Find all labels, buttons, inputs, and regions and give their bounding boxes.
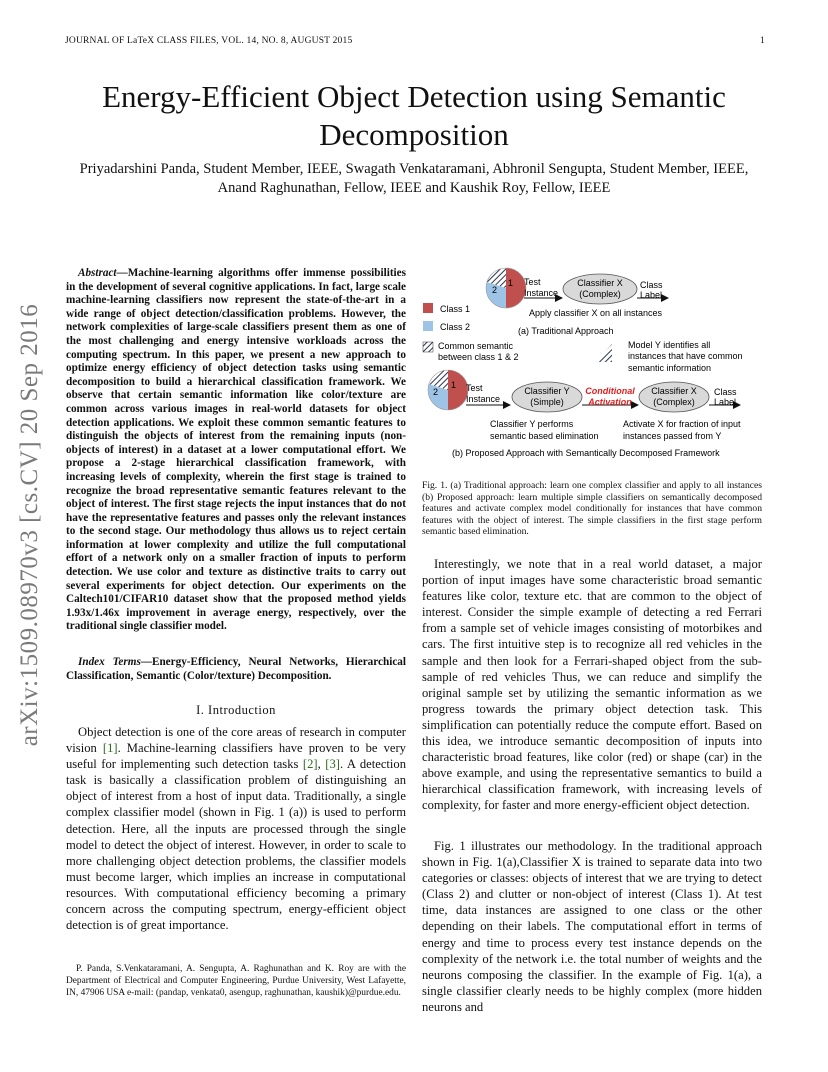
- intro-text-a: Object detection is one of the core areas of research in computer vision: [66, 725, 406, 756]
- model-y-1: Model Y identifies all: [628, 340, 711, 350]
- subcaption-b: (b) Proposed Approach with Semantically Decomposed Framework: [452, 448, 720, 458]
- abstract-label: Abstract: [78, 267, 117, 279]
- legend-common-2: between class 1 & 2: [438, 352, 519, 362]
- citation-1[interactable]: [1]: [102, 741, 118, 756]
- abstract: [66, 267, 406, 634]
- intro-text-d: . A detection task is basically a classification problem of distinguishing an object of interest from a host of input data. Traditionally, a single complex classifier model (shown in Fig. 1 (a)) is used to perform detection. Here, all the inputs are processed through the single model to detect the object of interest. However, in order to scale to more challenging object detection problems, the classifier models must become larger, which implies an increase in computational resources. With computational efficiency becoming a primary concern across the computing spectrum, energy-efficient object detection is of great importance.: [66, 757, 407, 933]
- class-label-a-1: Class: [640, 280, 663, 290]
- paragraph-semantic-features: Interestingly, we note that in a real world dataset, a major portion of input images have some characteristic broad semantic features like color, texture etc. that are common to the object of interest. Consider the simple example of detecting a red Ferrari from a sample set of vehicle images consisting of motorbikes and cars. The first intuitive step is to recognize all red vehicles in the sample and then look for a Ferrari-shaped object from the sub-sample of red vehicles Thus, we can reduce and simplify the original sample set by utilizing the semantic information as we progress towards the primary object detection task. This simplification can potentially reduce the compute effort. Based on this idea, we introduce semantic decomposition of inputs into characteristic broad features, like color (red) or shape (car) in the above example, and using the representative semantics to build a hierarchical classification framework, with increasing levels of complexity, for faster and more energy-efficient object detection.: [422, 557, 762, 813]
- classifier-x-a-sub: (Complex): [579, 289, 621, 299]
- num-2-a: 2: [492, 285, 498, 295]
- intro-paragraph: [66, 724, 406, 933]
- conditional-label-2: Activation: [588, 397, 632, 407]
- legend-common-1: Common semantic: [438, 341, 514, 351]
- intro-text-c: ,: [317, 757, 326, 772]
- circle-b: [428, 370, 468, 410]
- index-terms: [66, 656, 406, 683]
- section-heading-introduction: I. Introduction: [196, 703, 276, 717]
- legend-class2: Class 2: [440, 322, 471, 332]
- model-y-wedge: [596, 344, 612, 362]
- arxiv-watermark: arXiv:1509.08970v3 [cs.CV] 20 Sep 2016: [16, 303, 43, 747]
- journal-name: JOURNAL OF LaTeX CLASS FILES, VOL. 14, NO. 8, AUGUST 2015: [65, 36, 353, 46]
- paragraph-methodology: Fig. 1 illustrates our methodology. In the traditional approach shown in Fig. 1(a),Classifier X is trained to separate data into two categories or classes: objects of interest that we are trying to detect (Class 2) and clutter or non-object of interest (Class 1). At test time, data instances are assigned to one class or the other depending on their labels. The computational effort in terms of energy and time to process every test instance depends on the complexity of the network i.e. the total number of weights and the neurons composing the classifier. In the example of Fig. 1(a), a single classifier clearly needs to be highly complex (more hidden neurons and: [422, 839, 762, 1014]
- legend-common-swatch: [423, 342, 433, 352]
- class-label-b-2: Label: [714, 397, 737, 407]
- instance-label-b: Instance: [466, 394, 501, 404]
- legend-class1: Class 1: [440, 304, 471, 314]
- legend-class1-swatch: [423, 303, 433, 313]
- apply-all-text: Apply classifier X on all instances: [529, 308, 663, 318]
- classifier-x-b-sub: (Complex): [653, 397, 695, 407]
- y-performs-2: semantic based elimination: [490, 431, 599, 441]
- running-header: [65, 36, 765, 46]
- circle-a: [486, 268, 526, 308]
- num-1-a: 1: [508, 278, 514, 288]
- conditional-label-1: Conditional: [585, 386, 635, 396]
- classifier-y-label: Classifier Y: [524, 386, 570, 396]
- page-number: 1: [760, 36, 765, 46]
- figure-1: [418, 260, 768, 470]
- index-terms-text: —Energy-Efficiency, Neural Networks, Hierarchical Classification, Semantic (Color/texture) Decomposition.: [66, 656, 406, 682]
- activate-x-2: instances passed from Y: [623, 431, 722, 441]
- num-2-b: 2: [433, 387, 439, 397]
- test-label-b: Test: [466, 383, 483, 393]
- legend-class2-swatch: [423, 321, 433, 331]
- index-terms-label: Index Terms: [78, 656, 141, 668]
- y-performs-1: Classifier Y performs: [490, 419, 574, 429]
- classifier-x-b-label: Classifier X: [651, 386, 697, 396]
- figure-1-caption: Fig. 1. (a) Traditional approach: learn one complex classifier and apply to all instances (b) Proposed approach: learn multiple simple classifiers on semantically decomposed features and activate complex model conditionally for instances that have common features with the object of interest. The simple classifiers in the first stage perform semantic based elimination.: [422, 480, 762, 538]
- instance-label-a: Instance: [524, 288, 559, 298]
- test-label-a: Test: [524, 277, 541, 287]
- num-1-b: 1: [451, 380, 457, 390]
- subcaption-a: (a) Traditional Approach: [518, 326, 614, 336]
- class-label-a-2: Label: [640, 290, 663, 300]
- intro-text-b: . Machine-learning classifiers have proven to be very useful for implementing such detection tasks: [66, 741, 406, 772]
- citation-2[interactable]: [2]: [302, 757, 318, 772]
- model-y-2: instances that have common: [628, 351, 743, 361]
- author-list: Priyadarshini Panda, Student Member, IEEE, Swagath Venkataramani, Abhronil Sengupta, Student Member, IEEE, Anand Raghunathan, Fellow, IEEE and Kaushik Roy, Fellow, IEEE: [79, 161, 749, 196]
- citation-3[interactable]: [3]: [325, 757, 340, 772]
- model-y-3: semantic information: [628, 363, 712, 373]
- paper-title: Energy-Efficient Object Detection using Semantic Decomposition: [102, 79, 726, 152]
- class-label-b-1: Class: [714, 387, 737, 397]
- classifier-x-a-label: Classifier X: [577, 278, 623, 288]
- author-footnote: P. Panda, S.Venkataramani, A. Sengupta, A. Raghunathan and K. Roy are with the Department of Electrical and Computer Engineering, Purdue University, West Lafayette, IN, 47906 USA e-mail: (pandap, venkata0, asengup, raghunathan, kaushik)@purdue.edu.: [66, 964, 406, 998]
- activate-x-1: Activate X for fraction of input: [623, 419, 741, 429]
- abstract-text: —Machine-learning algorithms offer immense possibilities in the development of several cognitive applications. In fact, large scale machine-learning classifiers now represent the state-of-the-art in a wide range of object detection/classification problems. However, the network complexities of large-scale classifiers present them as one of the most challenging and energy intensive workloads across the computing spectrum. In this paper, we present a new approach to optimize energy efficiency of object detection tasks using semantic decomposition to build a hierarchical classification framework. We observe that certain semantic information like color/texture are common across various images in real-world datasets for object detection applications. We exploit these common semantic features to distinguish the objects of interest from the remaining inputs (non-objects of interest) in a dataset at a lower computational effort. We propose a 2-stage hierarchical classification framework, with increasing levels of complexity, wherein the first stage is trained to recognize the broad representative semantic features relevant to the object of interest. The first stage rejects the input instances that do not have the representative features and passes only the relevant instances to the second stage. Our methodology thus allows us to reject certain information at lower complexity and utilize the full computational effort of a network only on a smaller fraction of inputs to perform detection. We use color and texture as distinctive traits to carry out several experiments for object detection. Our experiments on the Caltech101/CIFAR10 dataset show that the proposed method yields 1.93x/1.46x improvement in average energy, respectively, over the traditional single classifier model.: [66, 267, 406, 633]
- classifier-y-sub: (Simple): [530, 397, 564, 407]
